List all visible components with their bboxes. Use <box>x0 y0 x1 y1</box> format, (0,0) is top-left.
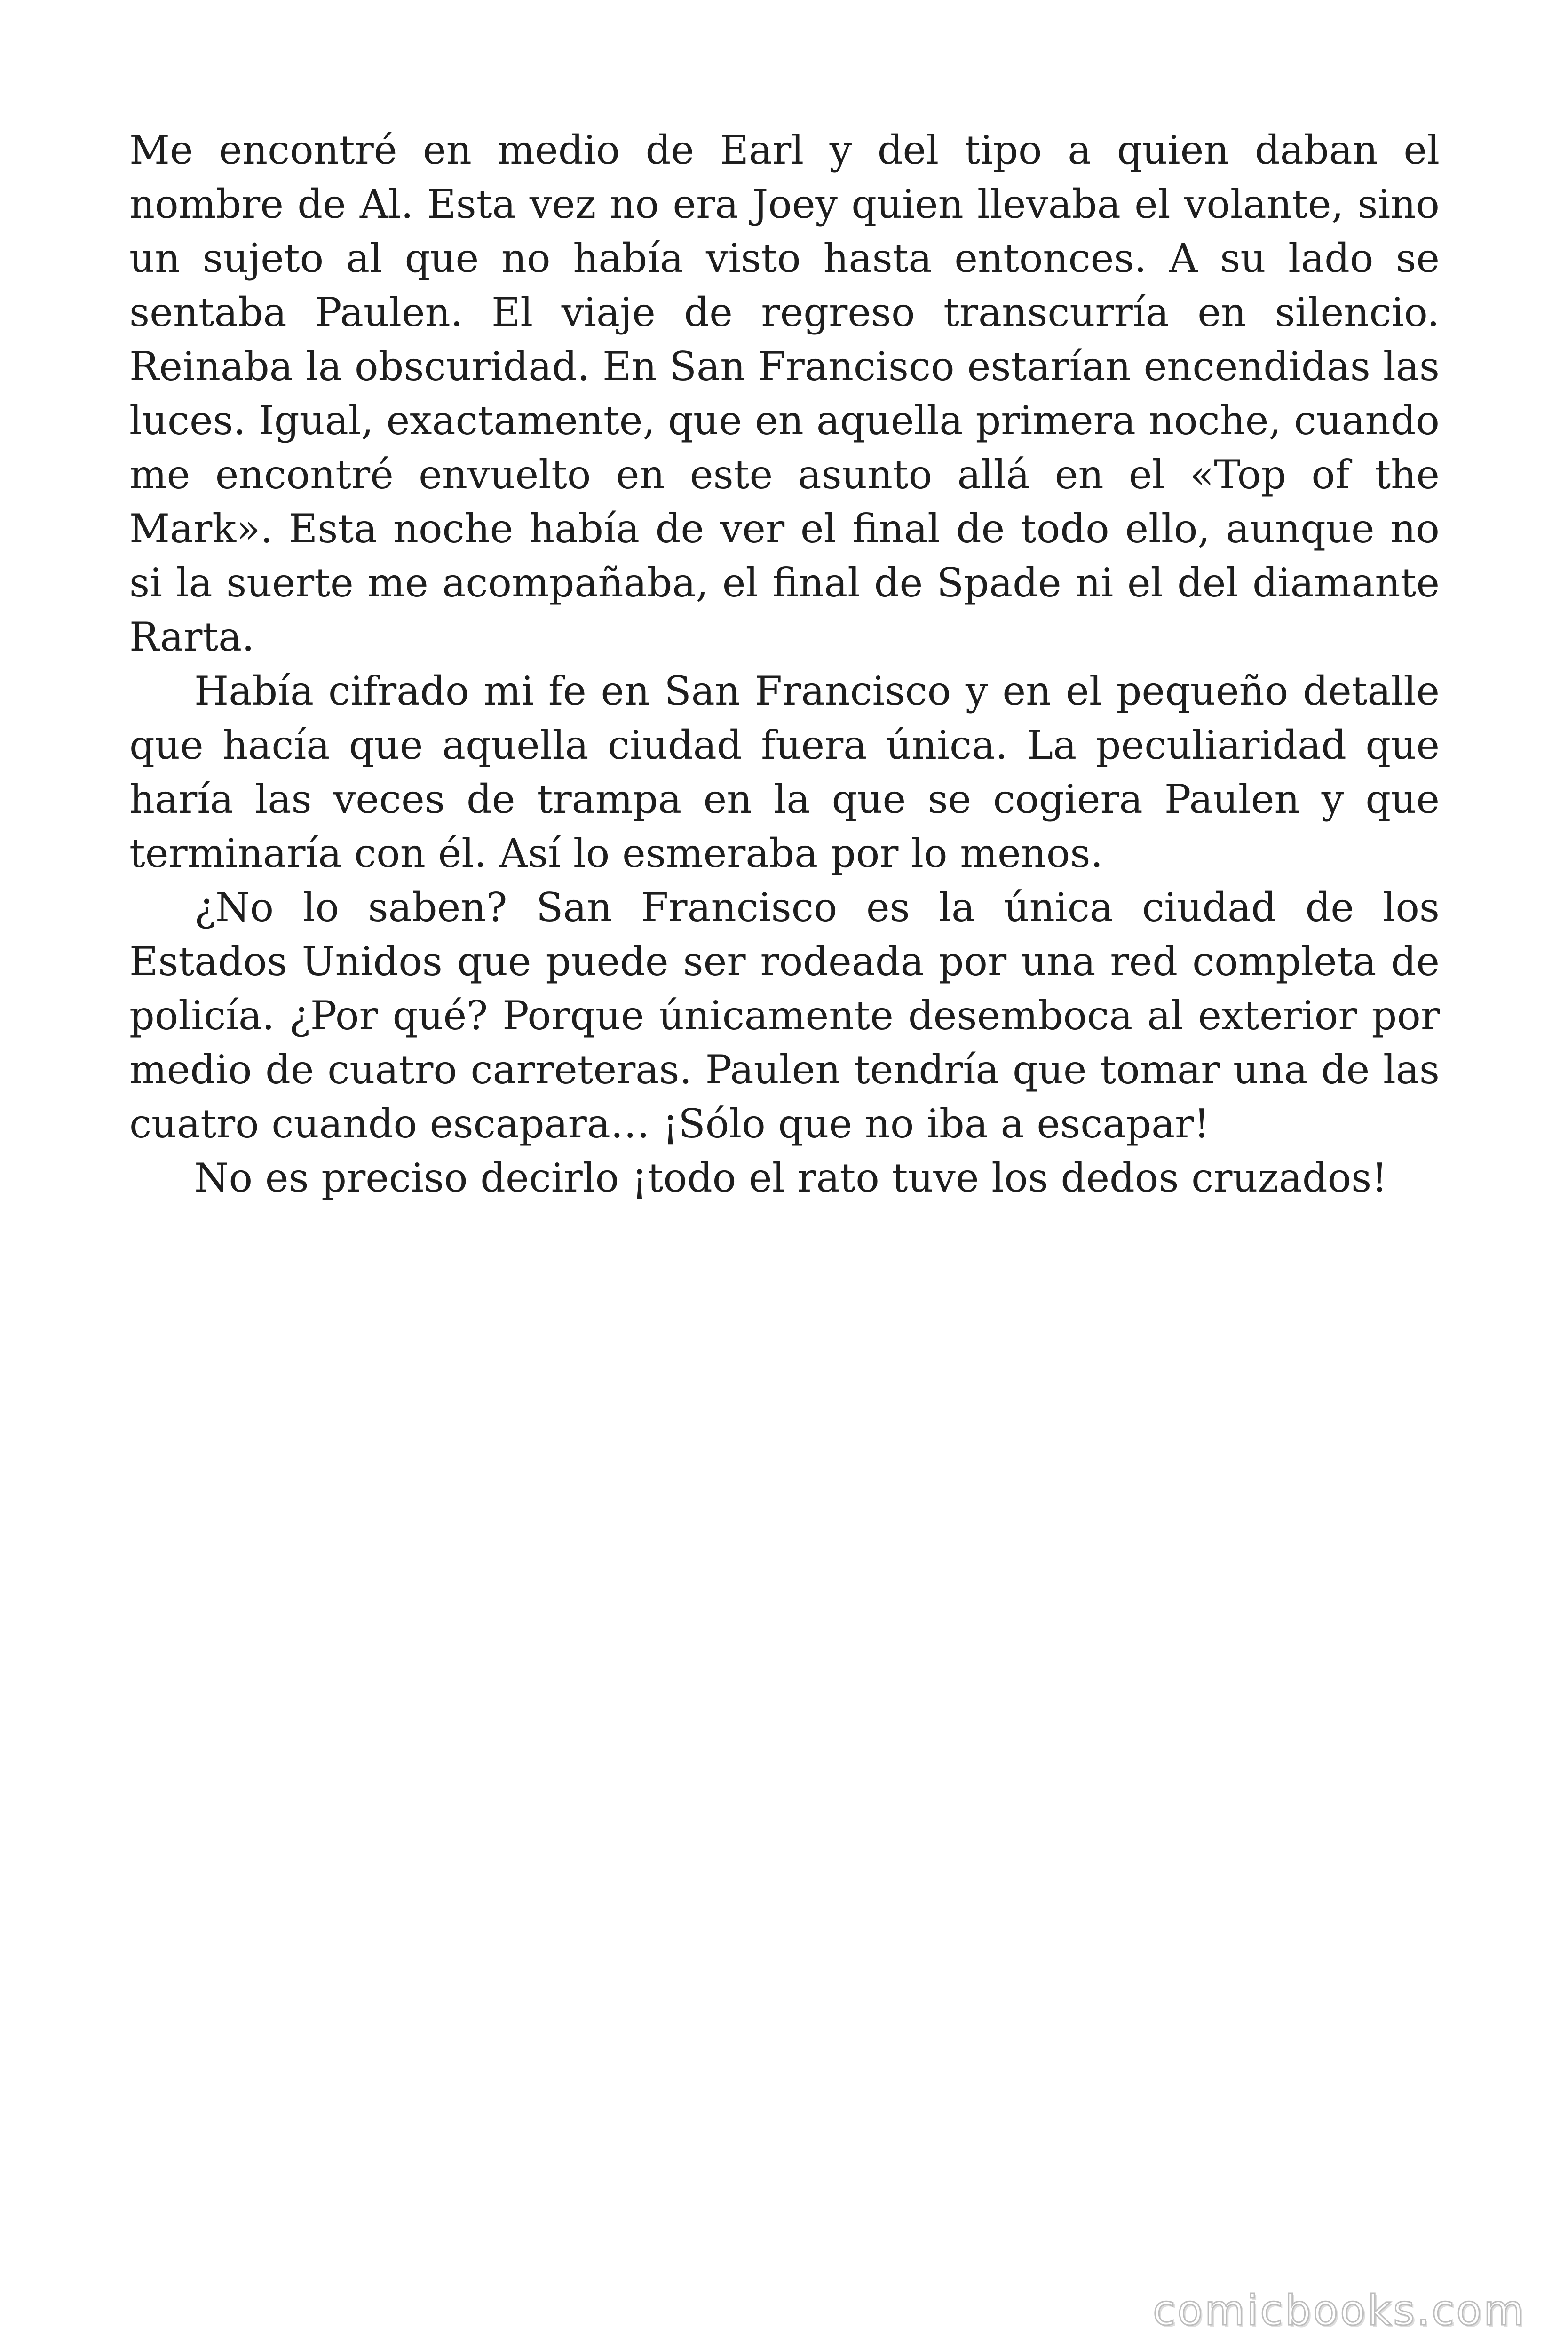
paragraph-4: No es preciso decirlo ¡todo el rato tuve los dedos cruzados! <box>194 1155 1388 1201</box>
page-body <box>129 123 1440 1205</box>
paragraph-2: Había cifrado mi fe en San Francisco y en el pequeño detalle que hacía que aquella ciudad fuera única. La peculiaridad que haría las veces de trampa en la que se cogiera Paulen y que terminaría con él. Así lo esmeraba por lo menos. <box>129 668 1440 876</box>
paragraph-3: ¿No lo saben? San Francisco es la única ciudad de los Estados Unidos que puede ser rodeada por una red completa de policía. ¿Por qué? Porque únicamente desemboca al exterior por medio de cuatro carreteras. Paulen tendría que tomar una de las cuatro cuando escapara… ¡Sólo que no iba a escapar! <box>129 884 1440 1147</box>
paragraph-1: Me encontré en medio de Earl y del tipo a quien daban el nombre de Al. Esta vez no era Joey quien llevaba el volante, sino un sujeto al que no había visto hasta entonces. A su lado se sentaba Paulen. El viaje de regreso transcurría en silencio. Reinaba la obscuridad. En San Francisco estarían encendidas las luces. Igual, exactamente, que en aquella primera noche, cuando me encontré envuelto en este asunto allá en el «Top of the Mark». Esta noche había de ver el final de todo ello, aunque no si la suerte me acompañaba, el final de Spade ni el del diamante Rarta. <box>129 127 1440 660</box>
watermark: comicbooks.com <box>1152 2286 1526 2335</box>
